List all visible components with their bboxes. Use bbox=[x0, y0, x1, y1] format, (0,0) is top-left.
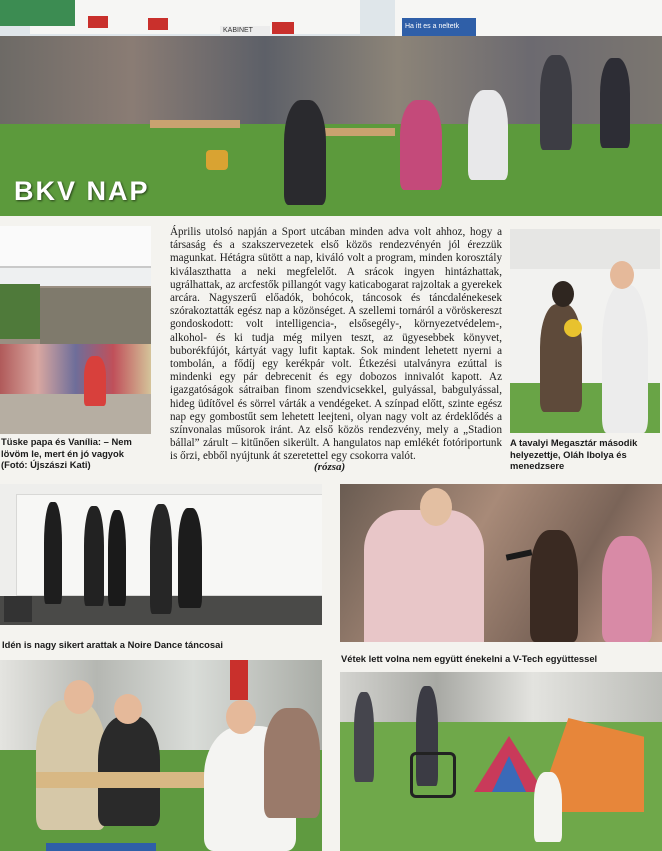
person-grey bbox=[540, 55, 572, 150]
dancer-5 bbox=[178, 508, 202, 608]
banner-red-3 bbox=[272, 22, 294, 34]
dancer-4 bbox=[150, 504, 172, 614]
person-white bbox=[468, 90, 508, 180]
article-signature: (rózsa) bbox=[314, 461, 346, 473]
grandstand bbox=[40, 288, 151, 348]
page-title: BKV NAP bbox=[14, 176, 150, 206]
trees bbox=[0, 284, 40, 339]
woman-floral bbox=[264, 708, 320, 818]
tent-roof bbox=[510, 229, 660, 269]
stroller bbox=[410, 752, 456, 798]
photo-stadium-stage bbox=[0, 226, 151, 434]
woman-head bbox=[552, 281, 574, 307]
girl-dark-hair bbox=[530, 530, 578, 642]
dancer-1 bbox=[44, 502, 62, 604]
photo-tent-interview bbox=[510, 229, 660, 433]
logo-strip bbox=[46, 843, 156, 851]
sign-blue: Ha itt es a neltetk bbox=[405, 23, 460, 30]
banner-red-1 bbox=[88, 16, 108, 28]
dancer-2 bbox=[84, 506, 104, 606]
red-flag bbox=[230, 660, 248, 700]
canopy bbox=[0, 226, 151, 268]
clown bbox=[84, 356, 106, 406]
caption-singing: Vétek lett volna nem együtt énekelni a V-Tech együttessel bbox=[341, 653, 598, 664]
speaker bbox=[4, 596, 32, 622]
bag-yellow bbox=[206, 150, 228, 170]
sign-kabinet: KABINET bbox=[223, 27, 253, 34]
picnic-table bbox=[36, 772, 216, 788]
table-1 bbox=[150, 120, 240, 128]
man-suit bbox=[36, 700, 106, 830]
crowd-strip bbox=[340, 672, 662, 722]
photo-singing bbox=[340, 484, 662, 642]
person-pink bbox=[400, 100, 442, 190]
caption-dance: Idén is nagy sikert arattak a Noire Dance táncosai bbox=[2, 639, 223, 650]
caption-left: Tüske papa és Vanília: – Nem lövöm le, mert én jó vagyok (Fotó: Újszászi Kati) bbox=[1, 436, 132, 470]
yellow-flower bbox=[564, 319, 582, 337]
man-white bbox=[602, 285, 648, 433]
photo-playground bbox=[340, 672, 662, 851]
woman-white-head bbox=[226, 700, 256, 734]
photo-guests bbox=[0, 660, 322, 851]
banner-blue bbox=[402, 18, 476, 38]
banner-red-2 bbox=[148, 18, 168, 30]
singer-head bbox=[420, 488, 452, 526]
man-suit-head bbox=[64, 680, 94, 714]
person-dark-1 bbox=[284, 100, 326, 205]
tent-canopy-green bbox=[0, 0, 75, 26]
caption-right: A tavalyi Megasztár második helyezettje, Oláh Ibolya és menedzsere bbox=[510, 437, 638, 471]
photo-dance bbox=[0, 484, 322, 625]
dancer-3 bbox=[108, 510, 126, 606]
man-head bbox=[610, 261, 634, 289]
adult-walking-1 bbox=[354, 692, 374, 782]
article-body: Április utolsó napján a Sport utcában minden adva volt ahhoz, hogy a társaság és a szakszervezetek első közös rendezvényén jól érezzük magunkat. Hétágra sütött a nap, kiváló volt a program, minden korosztály kiválaszthatta a neki megfelelőt. A srácok ingyen hintázhattak, ugrálhattak, az arcfestők pillangót vagy katicabogarat rajzoltak a gyerekek arcára. Nagyszerű előadók, bohócok, táncosok és táncdalénekesek szórakoztatták egész nap a közönséget. A szellemi tornáról a vöröskereszt gondoskodott: volt intelligencia-, elsősegély-, környezetvédelem-, alkohol- és ki tudja még milyen teszt, az ügyesebbek könyvet, buborékfújót, kártyát vagy lufit kaptak. Sok mindent lehetett nyerni a tombolán, a fődíj egy kerékpár volt. Étkezési utalványra ezúttal is mindenki egy pár debrecenit és egy dobozos innivalót kapott. Az igazgatóságok sátraiban finom szendvicsekkel, gulyással, babgulyással, hideg üdítővel és sörrel várták a vendégeket. A színpad előtt, szinte egész nap egy gombostűt sem lehetett leejteni, olyan nagy volt az érdeklődés a színvonalas műsorok iránt. Az első közös rendezvény, mely a „Stadion bállal” zárult – kitűnően sikerült. A hangulatos nap emlékét fotóriportunk is őrzi, ebből nyújtunk át szeretettel egy csokorra valót. bbox=[170, 226, 502, 463]
girl-pink bbox=[602, 536, 652, 642]
singer bbox=[364, 510, 484, 642]
child bbox=[534, 772, 562, 842]
man-dark bbox=[98, 716, 160, 826]
man-dark-head bbox=[114, 694, 142, 724]
ground bbox=[0, 394, 151, 434]
crowd bbox=[0, 344, 151, 394]
person-dark-2 bbox=[600, 58, 630, 148]
